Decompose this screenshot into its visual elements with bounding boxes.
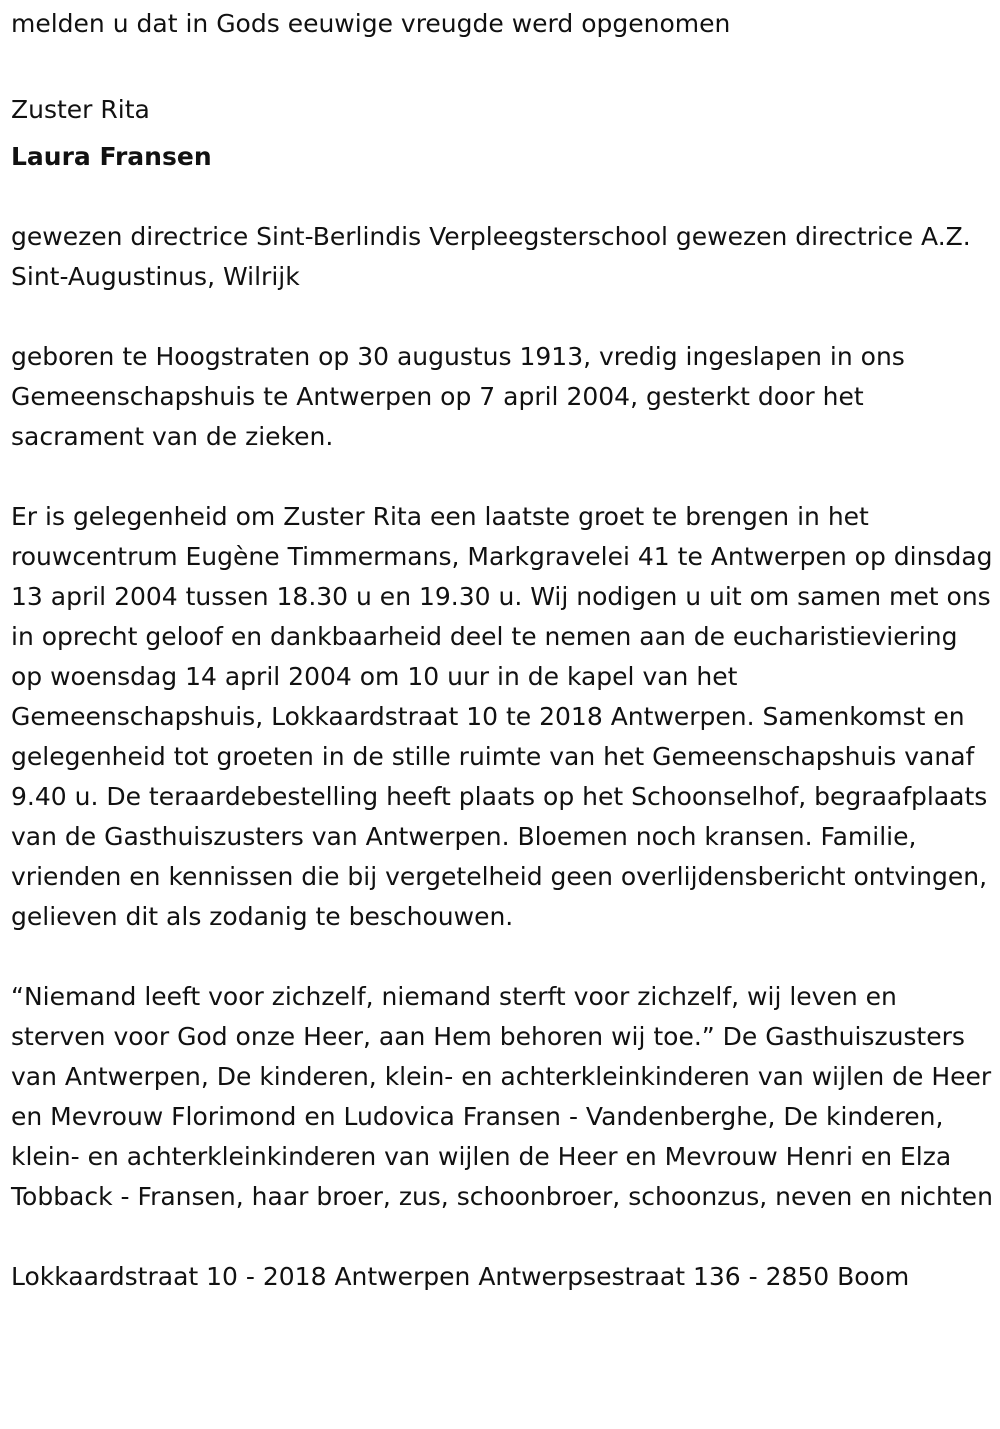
intro-text: melden u dat in Gods eeuwige vreugde werd opgenomen: [11, 9, 731, 38]
obituary-document: [11, 0, 995, 1297]
birth-death-text: geboren te Hoogstraten op 30 augustus 1913, vredig ingeslapen in ons Gemeenschapshuis te Antwerpen op 7 april 2004, gesterkt door het sacrament van de zieken.: [11, 342, 905, 451]
quote-family-text: “Niemand leeft voor zichzelf, niemand sterft voor zichzelf, wij leven en sterven voor God onze Heer, aan Hem behoren wij toe.” De Gasthuiszusters van Antwerpen, De kinderen, klein- en achterkleinkinderen van wijlen de Heer en Mevrouw Florimond en Ludovica Fransen - Vandenberghe, De kinderen, klein- en achterkleinkinderen van wijlen de Heer en Mevrouw Henri en Elza Tobback - Fransen, haar broer, zus, schoonbroer, schoonzus, neven en nichten: [11, 982, 993, 1211]
arrangements-text: Er is gelegenheid om Zuster Rita een laatste groet te brengen in het rouwcentrum Eugène Timmermans, Markgravelei 41 te Antwerpen op dinsdag 13 april 2004 tussen 18.30 u en 19.30 u. Wij nodigen u uit om samen met ons in oprecht geloof en dankbaarheid deel te nemen aan de eucharistieviering op woensdag 14 april 2004 om 10 uur in de kapel van het Gemeenschapshuis, Lokkaardstraat 10 te 2018 Antwerpen. Samenkomst en gelegenheid tot groeten in de stille ruimte van het Gemeenschapshuis vanaf 9.40 u. De teraardebestelling heeft plaats op het Schoonselhof, begraafplaats van de Gasthuiszusters van Antwerpen. Bloemen noch kransen. Familie, vrienden en kennissen die bij vergetelheid geen overlijdensbericht ontvingen, gelieven dit als zodanig te beschouwen.: [11, 502, 993, 931]
addresses-text: Lokkaardstraat 10 - 2018 Antwerpen Antwerpsestraat 136 - 2850 Boom: [11, 1262, 910, 1291]
function-text: gewezen directrice Sint-Berlindis Verpleegsterschool gewezen directrice A.Z. Sint-Augustinus, Wilrijk: [11, 222, 971, 291]
religious-name: Zuster Rita: [11, 95, 150, 124]
deceased-name: Laura Fransen: [11, 142, 212, 171]
